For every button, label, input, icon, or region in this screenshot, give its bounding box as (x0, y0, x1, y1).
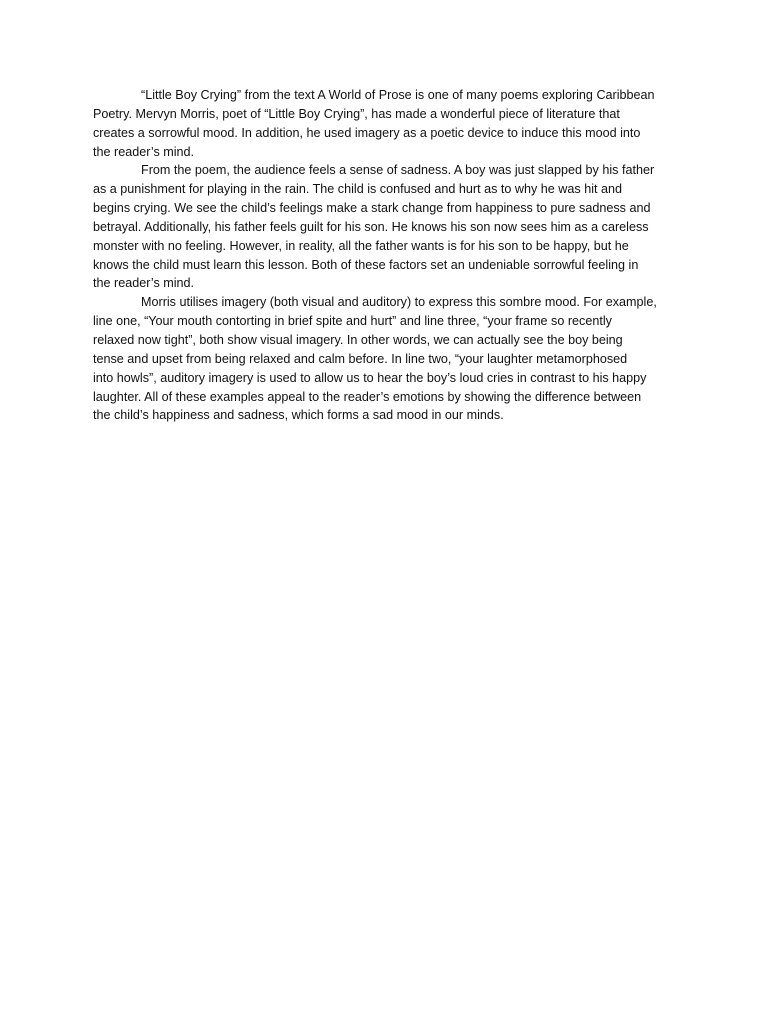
text-line: relaxed now tight”, both show visual imagery. In other words, we can actually see the boy being (93, 332, 623, 347)
text-line: betrayal. Additionally, his father feels guilt for his son. He knows his son now sees him as a careless (93, 219, 649, 234)
text-line: into howls”, auditory imagery is used to allow us to hear the boy’s loud cries in contrast to his happy (93, 370, 647, 385)
text-line: line one, “Your mouth contorting in brief spite and hurt” and line three, “your frame so recently (93, 314, 612, 329)
text-line: creates a sorrowful mood. In addition, he used imagery as a poetic device to induce this mood into (93, 125, 641, 140)
text-line: Morris utilises imagery (both visual and auditory) to express this sombre mood. For example, (141, 295, 657, 310)
paragraph-introduction (93, 86, 677, 161)
text-line: the child’s happiness and sadness, which forms a sad mood in our minds. (93, 408, 504, 423)
text-line: as a punishment for playing in the rain. The child is confused and hurt as to why he was hit and (93, 182, 623, 197)
text-line: tense and upset from being relaxed and calm before. In line two, “your laughter metamorphosed (93, 351, 628, 366)
text-line: begins crying. We see the child’s feelings make a stark change from happiness to pure sadness and (93, 201, 651, 216)
text-line: From the poem, the audience feels a sense of sadness. A boy was just slapped by his father (141, 163, 655, 178)
text-line: “Little Boy Crying” from the text A World of Prose is one of many poems exploring Caribbean (141, 88, 655, 102)
text-line: monster with no feeling. However, in reality, all the father wants is for his son to be happy, but he (93, 238, 629, 253)
essay-body (93, 86, 677, 425)
text-line: knows the child must learn this lesson. Both of these factors set an undeniable sorrowful feeling in (93, 257, 639, 272)
text-line: laughter. All of these examples appeal to the reader’s emotions by showing the difference between (93, 389, 642, 404)
paragraph-imagery (93, 293, 677, 425)
paragraph-mood (93, 161, 677, 293)
text-line: the reader’s mind. (93, 144, 195, 159)
text-line: Poetry. Mervyn Morris, poet of “Little Boy Crying”, has made a wonderful piece of literature that (93, 106, 620, 121)
text-line: the reader’s mind. (93, 276, 195, 291)
